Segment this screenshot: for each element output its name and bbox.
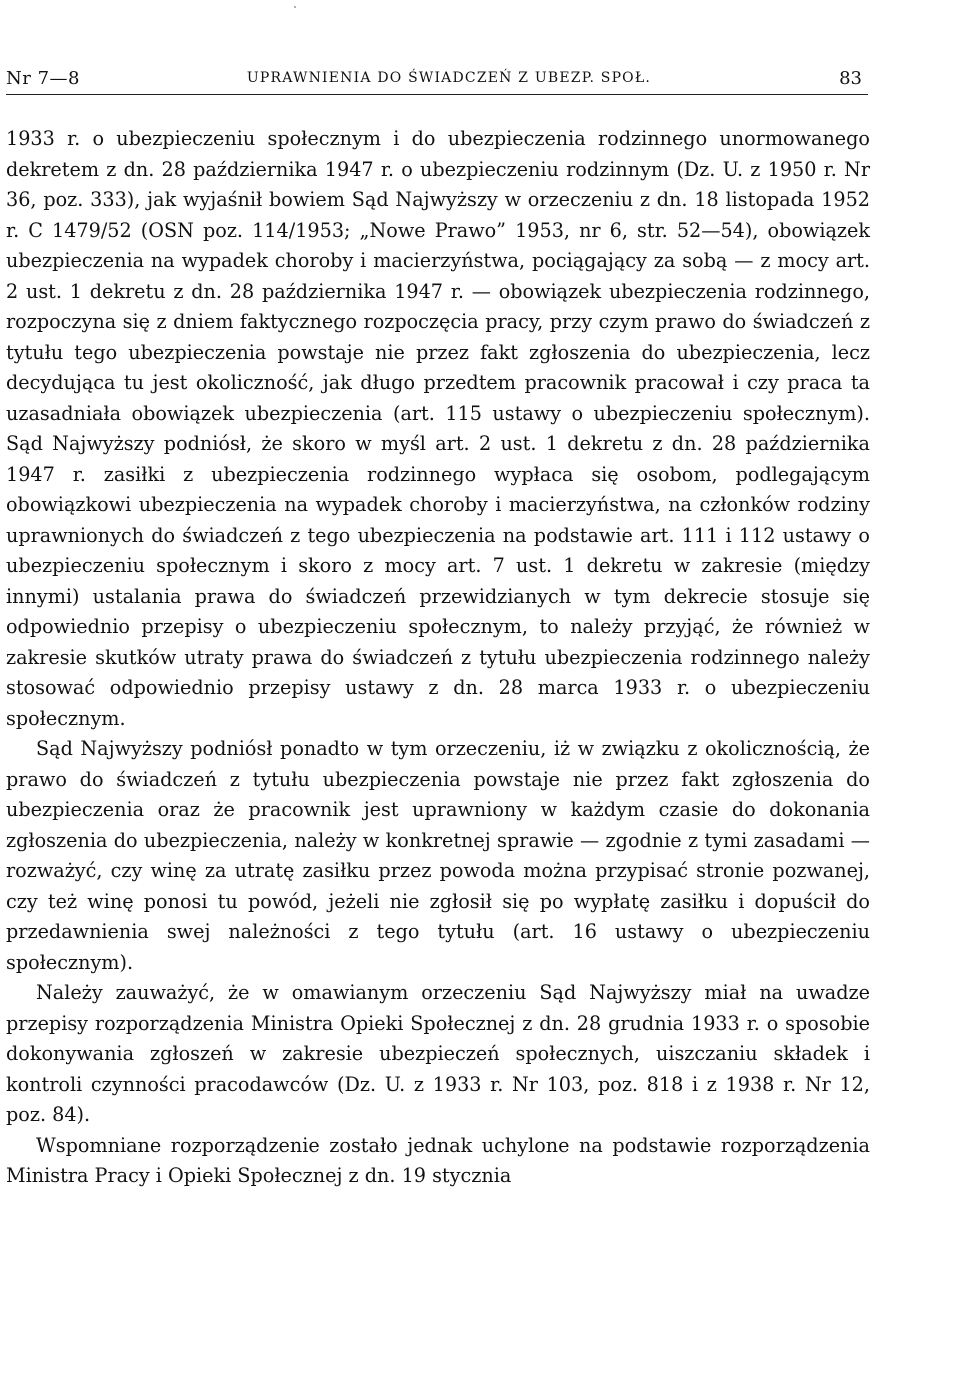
section-title: UPRAWNIENIA DO ŚWIADCZEŃ Z UBEZP. SPOŁ. [246, 70, 652, 86]
paragraph-2: Sąd Najwyższy podniósł ponadto w tym orzeczeniu, iż w związku z okolicznością, że prawo do świadczeń z tytułu ubezpieczenia powstaje nie przez fakt zgłoszenia do ubezpieczenia oraz że pracownik jest uprawniony w każdym czasie do dokonania zgłoszenia do ubezpieczenia, należy w konkretnej sprawie — zgodnie z tymi zasadami — rozważyć, czy winę za utratę zasiłku przez powoda można przypisać stronie pozwanej, czy też winę ponosi tu powód, jeżeli nie zgłosił się po wypłatę zasiłku i dopuścił do przedawnienia swej należności z tego tytułu (art. 16 ustawy o ubezpieczeniu społecznym). [6, 737, 870, 974]
paragraph-4: Wspomniane rozporządzenie zostało jednak uchylone na podstawie rozporządzenia Ministra Pracy i Opieki Społecznej z dn. 19 stycznia [6, 1133, 870, 1187]
paragraph-3: Należy zauważyć, że w omawianym orzeczeniu Sąd Najwyższy miał na uwadze przepisy rozporządzenia Ministra Opieki Społecznej z dn. 28 grudnia 1933 r. o sposobie dokonywania zgłoszeń w zakresie ubezpieczeń społecznych, uiszczaniu składek i kontroli czynności pracodawców (Dz. U. z 1933 r. Nr 103, poz. 818 i z 1938 r. Nr 12, poz. 84). [6, 981, 870, 1126]
body-text [6, 124, 870, 1192]
page-number: 83 [839, 68, 862, 89]
issue-number: Nr 7—8 [6, 68, 80, 89]
paragraph-1: 1933 r. o ubezpieczeniu społecznym i do ubezpieczenia rodzinnego unormowanego dekretem z dn. 28 października 1947 r. o ubezpieczeniu rodzinnym (Dz. U. z 1950 r. Nr 36, poz. 333), jak wyjaśnił bowiem Sąd Najwyższy w orzeczeniu z dn. 18 listopada 1952 r. C 1479/52 (OSN poz. 114/1953; „Nowe Prawo” 1953, nr 6, str. 52—54), obowiązek ubezpieczenia na wypadek choroby i macierzyństwa, pociągający za sobą — z mocy art. 2 ust. 1 dekretu z dn. 28 października 1947 r. — obowiązek ubezpieczenia rodzinnego, rozpoczyna się z dniem faktycznego rozpoczęcia pracy, przy czym prawo do świadczeń z tytułu tego ubezpieczenia powstaje nie przez fakt zgłoszenia do ubezpieczenia, lecz decydująca tu jest okoliczność, jak długo przedtem pracownik pracował i czy praca ta uzasadniała obowiązek ubezpieczenia (art. 115 ustawy o ubezpieczeniu społecznym). Sąd Najwyższy podniósł, że skoro w myśl art. 2 ust. 1 dekretu z dn. 28 października 1947 r. zasiłki z ubezpieczenia rodzinnego wypłaca się osobom, podlegającym obowiązkowi ubezpieczenia na wypadek choroby i macierzyństwa, na członków rodziny uprawnionych do świadczeń z tego ubezpieczenia na podstawie art. 111 i 112 ustawy o ubezpieczeniu społecznym i skoro z mocy art. 7 ust. 1 dekretu w zakresie (między innymi) ustalania prawa do świadczeń przewidzianych w tym dekrecie stosuje się odpowiednio przepisy o ubezpieczeniu społecznym, to należy przyjąć, że również w zakresie skutków utraty prawa do świadczeń z tytułu ubezpieczenia rodzinnego należy stosować odpowiednio przepisy ustawy z dn. 28 marca 1933 r. o ubezpieczeniu społecznym. [6, 127, 870, 730]
running-header [6, 62, 868, 95]
scan-speck [294, 6, 296, 8]
